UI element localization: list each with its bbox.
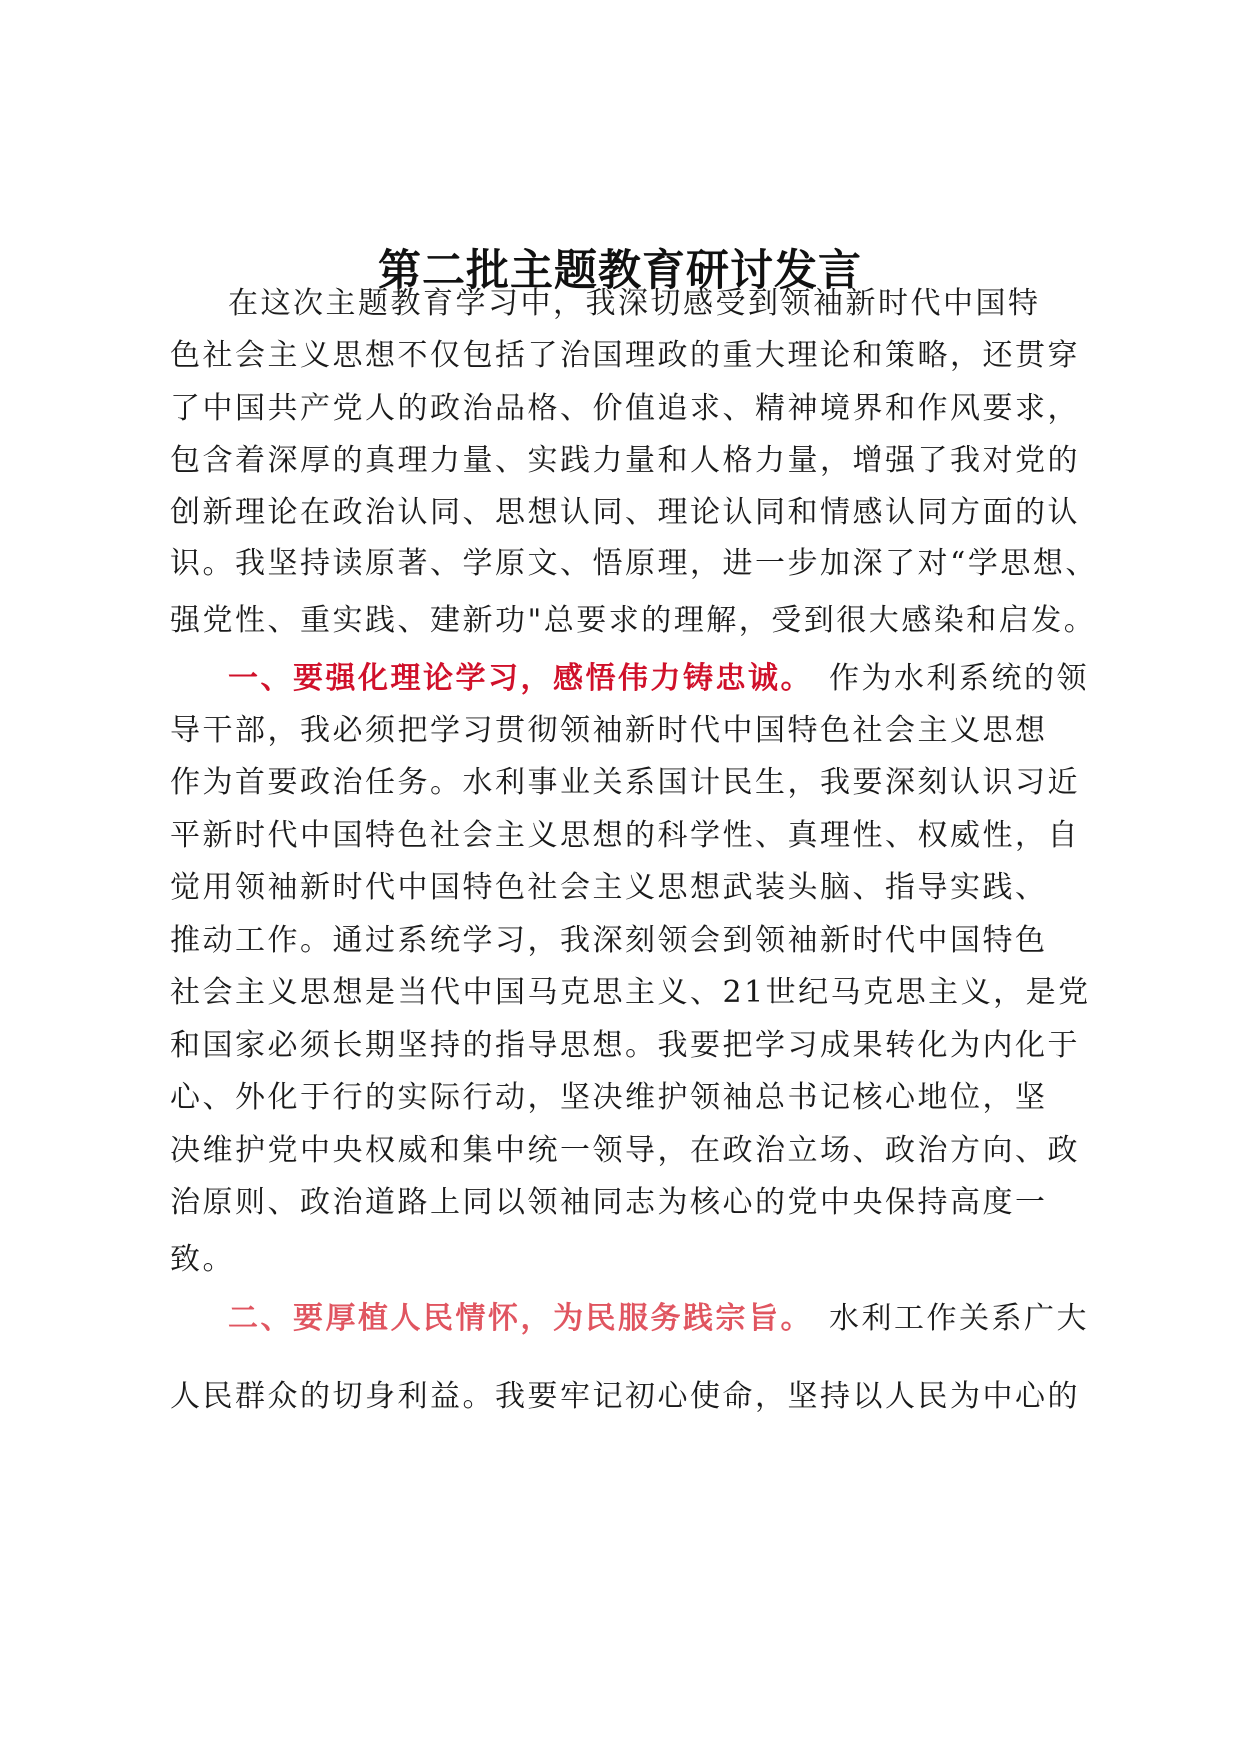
section1-first-line (228, 659, 1089, 699)
section1-line-5: 觉用领袖新时代中国特色社会主义思想武装头脑、指导实践、 (170, 870, 1048, 905)
document-title: 第二批主题教育研讨发言 (378, 246, 862, 296)
section1-first-line-rest: 作为水利系统的领 (829, 661, 1089, 696)
section2-first-line-rest: 水利工作关系广大 (829, 1301, 1089, 1336)
intro-line-1: 在这次主题教育学习中，我深切感受到领袖新时代中国特 (228, 286, 1041, 321)
section1-heading: 一、要强化理论学习，感悟伟力铸忠诚。 (228, 661, 813, 696)
intro-line-7: 强党性、重实践、建新功"总要求的理解，受到很大感染和启发。 (170, 603, 1097, 638)
section1-line-9: 心、外化于行的实际行动，坚决维护领袖总书记核心地位，坚 (170, 1080, 1048, 1115)
intro-line-2: 色社会主义思想不仅包括了治国理政的重大理论和策略，还贯穿 (170, 338, 1080, 373)
intro-line-5: 创新理论在政治认同、思想认同、理论认同和情感认同方面的认 (170, 495, 1080, 530)
section2-heading: 二、要厚植人民情怀，为民服务践宗旨。 (228, 1301, 813, 1336)
section1-line-4: 平新时代中国特色社会主义思想的科学性、真理性、权威性，自 (170, 818, 1080, 853)
section1-line-6: 推动工作。通过系统学习，我深刻领会到领袖新时代中国特色 (170, 923, 1048, 958)
intro-line-3: 了中国共产党人的政治品格、价值追求、精神境界和作风要求， (170, 391, 1080, 426)
intro-line-4: 包含着深厚的真理力量、实践力量和人格力量，增强了我对党的 (170, 443, 1080, 478)
section1-line-12: 致。 (170, 1242, 235, 1277)
section1-line-2: 导干部，我必须把学习贯彻领袖新时代中国特色社会主义思想 (170, 713, 1048, 748)
section2-line-2: 人民群众的切身利益。我要牢记初心使命，坚持以人民为中心的 (170, 1379, 1080, 1414)
section1-line-7: 社会主义思想是当代中国马克思主义、21世纪马克思主义，是党 (170, 975, 1091, 1010)
section1-line-8: 和国家必须长期坚持的指导思想。我要把学习成果转化为内化于 (170, 1028, 1080, 1063)
intro-line-6: 识。我坚持读原著、学原文、悟原理，进一步加深了对“学思想、 (170, 546, 1098, 581)
section1-line-11: 治原则、政治道路上同以领袖同志为核心的党中央保持高度一 (170, 1185, 1048, 1220)
section1-line-3: 作为首要政治任务。水利事业关系国计民生，我要深刻认识习近 (170, 765, 1080, 800)
section2-first-line (228, 1299, 1089, 1339)
section1-line-10: 决维护党中央权威和集中统一领导，在政治立场、政治方向、政 (170, 1133, 1080, 1168)
